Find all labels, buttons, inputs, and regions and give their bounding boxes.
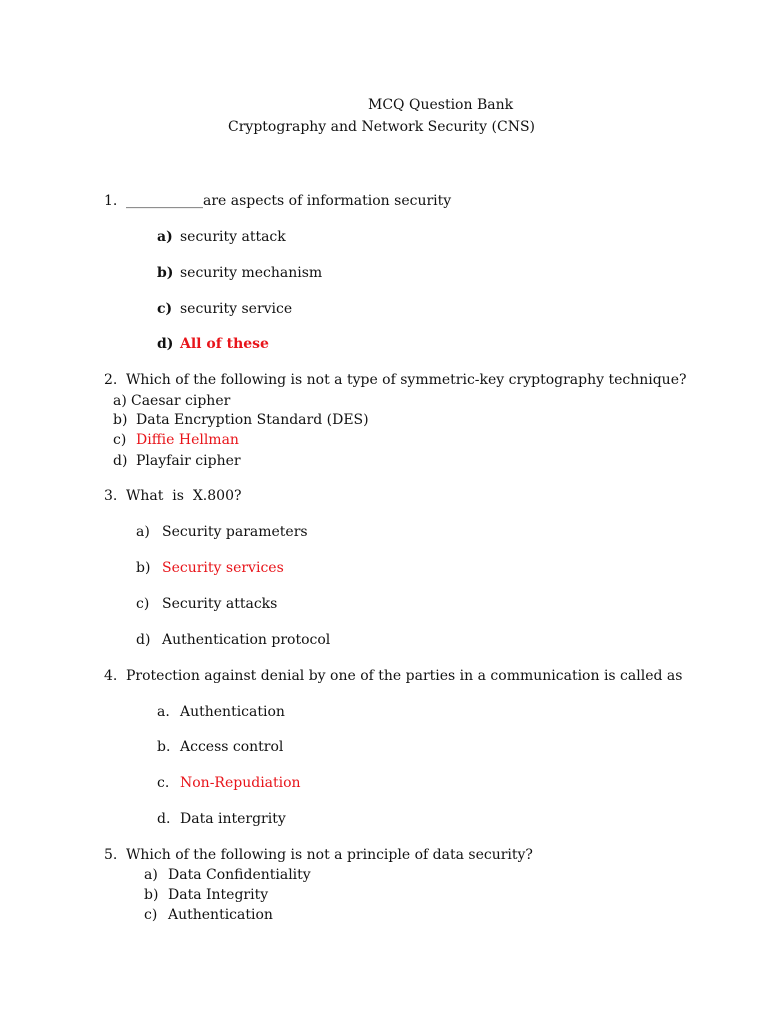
question-text: ___________are aspects of information security	[126, 193, 452, 209]
document-title: MCQ Question Bank	[368, 97, 514, 113]
document-subtitle: Cryptography and Network Security (CNS)	[228, 119, 536, 135]
question-text: What is X.800?	[126, 488, 242, 504]
option-text-correct: Diffie Hellman	[136, 432, 239, 448]
option-label: a)	[157, 229, 173, 245]
question-number: 1.	[104, 193, 118, 209]
option-text: security service	[180, 301, 293, 317]
option-text: security mechanism	[180, 265, 323, 281]
option-text: Data Encryption Standard (DES)	[136, 412, 369, 428]
option-text: Access control	[180, 739, 284, 755]
option-text: Data Confidentiality	[168, 867, 311, 883]
option-label: d.	[157, 811, 171, 827]
question-number: 3.	[104, 488, 118, 504]
option-label: b)	[113, 412, 128, 428]
option-label: a)	[113, 393, 127, 409]
option-text: Authentication	[180, 704, 285, 720]
option-label: b)	[157, 265, 174, 281]
option-label: a)	[136, 524, 150, 540]
option-text: Security attacks	[162, 596, 278, 612]
question-number: 2.	[104, 372, 118, 388]
option-text: Authentication protocol	[162, 632, 331, 648]
option-label: d)	[136, 632, 151, 648]
option-text-correct: Non-Repudiation	[180, 775, 301, 791]
option-label: b.	[157, 739, 171, 755]
question-text: Which of the following is not a type of symmetric-key cryptography technique?	[126, 372, 687, 388]
option-label: b)	[136, 560, 151, 576]
option-label: a)	[144, 867, 158, 883]
option-label: a.	[157, 704, 170, 720]
option-label: b)	[144, 887, 159, 903]
option-label: d)	[113, 453, 128, 469]
option-text: Data intergrity	[180, 811, 286, 827]
question-text: Which of the following is not a principle of data security?	[126, 847, 533, 863]
option-label: c.	[157, 775, 170, 791]
option-text: Caesar cipher	[131, 393, 231, 409]
option-label: c)	[136, 596, 150, 612]
option-text: Authentication	[168, 907, 273, 923]
option-text: Data Integrity	[168, 887, 269, 903]
option-label: c)	[113, 432, 127, 448]
question-number: 4.	[104, 668, 118, 684]
option-text-correct: All of these	[180, 336, 269, 352]
option-text: Playfair cipher	[136, 453, 241, 469]
question-number: 5.	[104, 847, 118, 863]
option-label: c)	[157, 301, 173, 317]
question-text: Protection against denial by one of the parties in a communication is called as	[126, 668, 683, 684]
option-label: d)	[157, 336, 174, 352]
option-text-correct: Security services	[162, 560, 284, 576]
option-text: security attack	[180, 229, 286, 245]
option-text: Security parameters	[162, 524, 308, 540]
option-label: c)	[144, 907, 158, 923]
